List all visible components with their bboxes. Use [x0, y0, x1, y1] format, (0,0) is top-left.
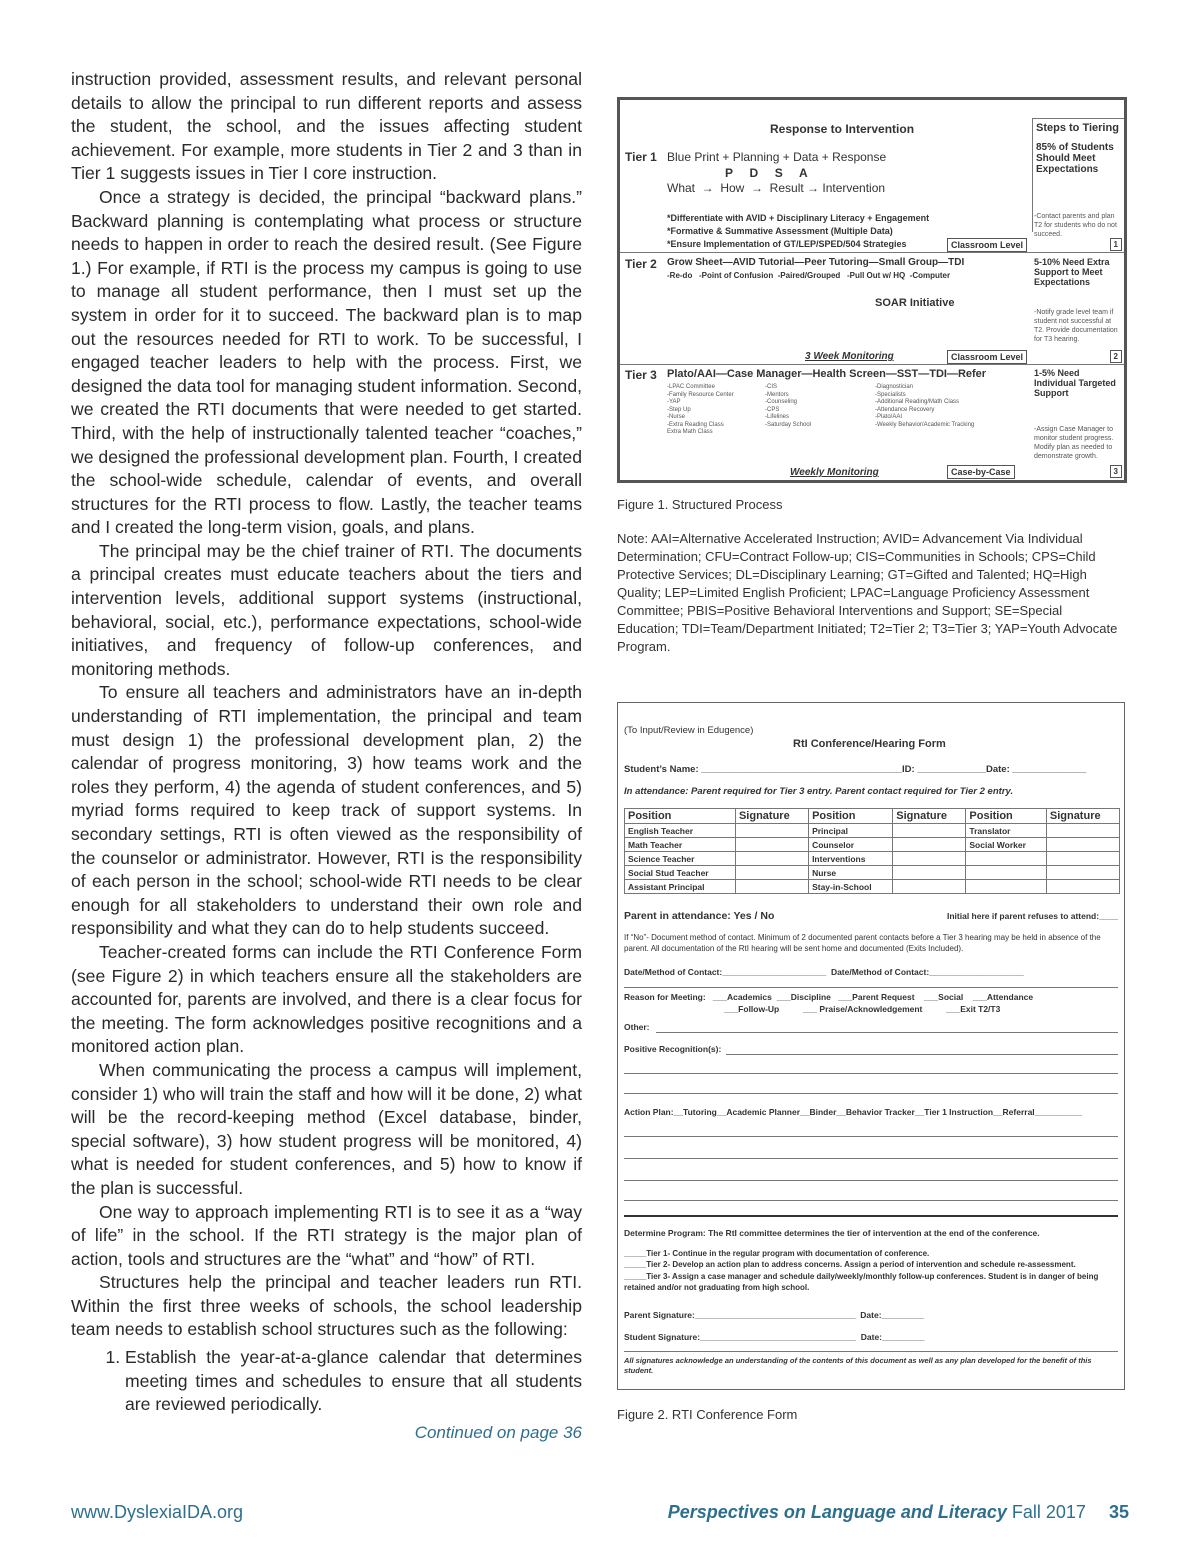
- step-number: 1: [1110, 238, 1122, 251]
- position-cell: Principal: [809, 824, 893, 838]
- action-line[interactable]: [624, 1158, 1118, 1159]
- signature-table: [624, 808, 1120, 894]
- tier2-main: Grow Sheet—AVID Tutorial—Peer Tutoring—Small Group—TDI: [667, 257, 965, 268]
- signature-cell[interactable]: [735, 852, 808, 866]
- step-number: 3: [1110, 465, 1122, 478]
- paragraph: Teacher-created forms can include the RTI Conference Form (see Figure 2) in which teachers ensure all the stakeholders are accounted for, parents are involved, and there is a clear focus for the meeting. The form acknowledges positive recognitions and a monitored action plan.: [71, 941, 582, 1057]
- three-week-monitoring: 3 Week Monitoring: [805, 351, 894, 362]
- weekly-monitoring: Weekly Monitoring: [790, 467, 879, 478]
- classroom-level-badge: Classroom Level: [947, 238, 1027, 252]
- signature-header: Signature: [893, 809, 966, 824]
- page-number: 35: [1108, 1502, 1129, 1522]
- position-header: Position: [625, 809, 736, 824]
- paragraph: Once a strategy is decided, the principal “backward plans.” Backward planning is contemplating what process or structure needs to happen in order to reach the desired result. (See Figure 1.) For example, if RTI is the process my campus is going to use to manage all student performance, then I must set up the system in order for it to succeed. The backward plan is to map out the resources needed for RTI to work. To be successful, I engaged teacher leaders to help with the process. First, we designed the data tool for managing student information. Second, we created the RTI documents that were needed to get started. Third, with the help of instructionally talented teacher “coaches,” we designed the professional development plan. Fourth, I created the school-wide schedule, calendar of events, and overall structures for the RTI process to flow. Lastly, the teacher teams and I created the long-term vision, goals, and plans.: [71, 186, 582, 538]
- action-line[interactable]: [624, 1136, 1118, 1137]
- case-by-case-badge: Case-by-Case: [947, 465, 1015, 479]
- figure-2-rti-form: [617, 702, 1125, 1390]
- position-cell: [966, 852, 1046, 866]
- if-no-instructions: If “No”- Document method of contact. Minimum of 2 documented parent contacts before a Tier 3 hearing may be held in absence of the parent. All documentation of the RtI hearing will be sent home and documented (Exits Included).: [624, 933, 1101, 953]
- paragraph: One way to approach implementing RTI is to see it as a “way of life” in the school. If the RTI strategy is the major plan of action, tools and structures are the “what” and “how” of RTI.: [71, 1201, 582, 1269]
- signature-cell[interactable]: [893, 852, 966, 866]
- tier1-bullets: *Differentiate with AVID + Disciplinary Literacy + Engagement *Formative & Summative Assessment (Multiple Data) *Ensure Implementation of GT/LEP/SPED/504 Strategies: [667, 213, 930, 249]
- structures-list: [71, 1346, 582, 1417]
- tier2-expectation: 5-10% Need Extra Support to Meet Expectations: [1034, 257, 1110, 287]
- steps-title: Steps to Tiering: [1036, 122, 1119, 134]
- figure-1-structured-process: [617, 97, 1127, 483]
- position-header: Position: [809, 809, 893, 824]
- tier1-pdsa: P D S A: [725, 166, 808, 180]
- continued-link[interactable]: Continued on page 36: [414, 1422, 582, 1442]
- tier3-resources-2: -CIS -Mentors -Counseling -CPS -Lifelines -Saturday School: [765, 384, 812, 428]
- tier3-divider: [620, 364, 1124, 365]
- journal-title: Perspectives on Language and Literacy: [667, 1502, 1007, 1522]
- issue-label: Fall 2017: [1011, 1502, 1086, 1522]
- signature-header: Signature: [1046, 809, 1119, 824]
- other-label: Other:: [624, 1022, 650, 1032]
- table-row: [625, 866, 1120, 880]
- tier2-action: -Notify grade level team if student not successful at T2. Provide documentation for T3 hearing.: [1034, 309, 1118, 343]
- reason-options[interactable]: Reason for Meeting: ___Academics ___Discipline ___Parent Request ___Social ___Attendance: [624, 992, 1034, 1002]
- figure-1-title: Response to Intervention: [770, 122, 915, 136]
- table-row: [625, 852, 1120, 866]
- recognition-line[interactable]: [624, 1073, 1118, 1074]
- position-cell: Stay-in-School: [809, 880, 893, 894]
- table-row: [625, 838, 1120, 852]
- student-name-field[interactable]: Student’s Name: ______________________________________ID: _____________Date: ______________: [624, 764, 1087, 775]
- tier3-action: -Assign Case Manager to monitor student progress. Modify plan as needed to demonstrate growth.: [1034, 426, 1114, 460]
- action-plan-options[interactable]: Action Plan:__Tutoring__Academic Planner__Binder__Behavior Tracker__Tier 1 Instruction__Referral__________: [624, 1107, 1082, 1117]
- attendance-instructions: In attendance: Parent required for Tier 3 entry. Parent contact required for Tier 2 entry.: [624, 786, 1014, 797]
- determine-program: Determine Program: The RtI committee determines the tier of intervention at the end of the conference.: [624, 1228, 1040, 1238]
- position-cell: [966, 866, 1046, 880]
- paragraph: To ensure all teachers and administrators have an in-depth understanding of RTI implementation, the principal and team must design 1) the professional development plan, 2) the calendar of progress monitoring, 3) how teams work and the roles they perform, 4) the agenda of student conferences, and 5) myriad forms required to keep track of support systems. In secondary settings, RTI is often viewed as the responsibility of the counselor or administrator. However, RTI is the responsibility of each person in the school; school-wide RTI needs to be clear enough for all stakeholders to understand their own role and responsibility and what they can do to help students succeed.: [71, 682, 582, 939]
- divider: [624, 987, 1118, 988]
- page-footer: [668, 1502, 1129, 1523]
- tier1-expectation: 85% of Students Should Meet Expectations: [1036, 142, 1114, 175]
- signature-cell[interactable]: [893, 880, 966, 894]
- date-method-field[interactable]: Date/Method of Contact:______________________ Date/Method of Contact:____________________: [624, 967, 1024, 977]
- position-cell: Translator: [966, 824, 1046, 838]
- position-header: Position: [966, 809, 1046, 824]
- tier1-label: Tier 1: [625, 150, 657, 164]
- form-footer: All signatures acknowledge an understanding of the contents of this document as well as any plan developed for the benefit of this student.: [624, 1356, 1092, 1375]
- list-item: 1. Establish the year-at-a-glance calendar that determines meeting times and schedules to ensure that all students are reviewed periodically.: [125, 1346, 582, 1417]
- signature-cell[interactable]: [735, 824, 808, 838]
- form-title: RtI Conference/Hearing Form: [793, 738, 946, 750]
- position-cell: Social Stud Teacher: [625, 866, 736, 880]
- parent-signature-field[interactable]: Parent Signature:__________________________________ Date:_________: [624, 1310, 925, 1320]
- position-cell: Nurse: [809, 866, 893, 880]
- paragraph: The principal may be the chief trainer of RTI. The documents a principal creates must educate teachers about the tiers and intervention levels, additional support systems (instructional, behavioral, social, etc.), performance expectations, school-wide initiatives, and frequency of follow-up conferences, and monitoring methods.: [71, 540, 582, 679]
- student-signature-field[interactable]: Student Signature:_________________________________ Date:_________: [624, 1332, 925, 1342]
- site-link[interactable]: www.DyslexiaIDA.org: [71, 1502, 244, 1522]
- soar-initiative: SOAR Initiative: [875, 297, 955, 309]
- signature-cell[interactable]: [1046, 838, 1119, 852]
- position-cell: Interventions: [809, 852, 893, 866]
- signature-cell[interactable]: [735, 866, 808, 880]
- recognition-line[interactable]: [624, 1093, 1118, 1094]
- positive-recognition-label: Positive Recognition(s):: [624, 1044, 722, 1054]
- recognition-line[interactable]: [726, 1054, 1118, 1055]
- position-cell: English Teacher: [625, 824, 736, 838]
- paragraph: When communicating the process a campus will implement, consider 1) who will train the staff and how will it be done, 2) what will be the record-keeping method (Excel database, binder, special software), 3) how student progress will be monitored, 4) what is needed for student conferences, and 5) how to know if the plan is successful.: [71, 1059, 582, 1198]
- table-row: [625, 824, 1120, 838]
- signature-cell[interactable]: [1046, 880, 1119, 894]
- action-line[interactable]: [624, 1180, 1118, 1181]
- signature-cell[interactable]: [735, 838, 808, 852]
- signature-cell[interactable]: [1046, 866, 1119, 880]
- tier2-divider: [620, 252, 1124, 253]
- tier1-main: Blue Print + Planning + Data + Response: [667, 150, 887, 164]
- tier3-resources-3: -Diagnostician -Specialists -Additional Reading/Math Class -Attendance Recovery -Plato/AAI -Weekly Behavior/Academic Tracking: [875, 384, 975, 428]
- tier1-option[interactable]: _____Tier 1- Continue in the regular program with documentation of conference.: [624, 1249, 930, 1258]
- table-row: [625, 880, 1120, 894]
- action-line[interactable]: [624, 1200, 1118, 1201]
- step-number: 2: [1110, 350, 1122, 363]
- tier3-resources-1: -LPAC Committee -Family Resource Center -YAP -Step Up -Nurse -Extra Reading Class Extra Math Class: [667, 384, 734, 435]
- signature-cell[interactable]: [1046, 852, 1119, 866]
- position-cell: Assistant Principal: [625, 880, 736, 894]
- position-cell: Math Teacher: [625, 838, 736, 852]
- parent-attendance[interactable]: Parent in attendance: Yes / No: [624, 910, 775, 922]
- tier2-label: Tier 2: [625, 257, 657, 271]
- signature-cell[interactable]: [893, 838, 966, 852]
- signature-cell[interactable]: [893, 866, 966, 880]
- signature-cell[interactable]: [1046, 824, 1119, 838]
- main-text-column: [71, 68, 582, 1444]
- classroom-level-badge: Classroom Level: [947, 350, 1027, 364]
- tier3-expectation: 1-5% Need Individual Targeted Support: [1034, 368, 1116, 398]
- parent-initial-field[interactable]: Initial here if parent refuses to attend:____: [947, 911, 1118, 921]
- position-cell: Science Teacher: [625, 852, 736, 866]
- figure-note: Note: AAI=Alternative Accelerated Instruction; AVID= Advancement Via Individual Determination; CFU=Contract Follow-up; CIS=Communities in Schools; CPS=Child Protective Services; DL=Disciplinary Learning; GT=Gifted and Talented; HQ=High Quality; LEP=Limited English Proficient; LPAC=Language Proficiency Assessment Committee; PBIS=Positive Behavioral Interventions and Support; SE=Special Education; TDI=Team/Department Initiated; T2=Tier 2; T3=Tier 3; YAP=Youth Advocate Program.: [617, 531, 1118, 654]
- other-line[interactable]: [656, 1032, 1118, 1033]
- tier1-flow: What → How → Result → Intervention: [667, 181, 886, 195]
- position-cell: Social Worker: [966, 838, 1046, 852]
- paragraph: instruction provided, assessment results, and relevant personal details to allow the principal to run different reports and assess the student, the school, and the issues affecting student achievement. For example, more students in Tier 2 and 3 than in Tier 1 suggests issues in Tier I core instruction.: [71, 69, 582, 184]
- signature-header: Signature: [735, 809, 808, 824]
- signature-cell[interactable]: [735, 880, 808, 894]
- tier3-main: Plato/AAI—Case Manager—Health Screen—SST—TDI—Refer: [667, 368, 987, 380]
- tier3-label: Tier 3: [625, 368, 657, 382]
- figure-1-caption: Figure 1. Structured Process: [617, 497, 783, 512]
- position-cell: [966, 880, 1046, 894]
- tier2-sub: -Re-do -Point of Confusion -Paired/Grouped -Pull Out w/ HQ -Computer: [667, 271, 951, 280]
- form-top-note: (To Input/Review in Edugence): [624, 725, 754, 736]
- position-cell: Counselor: [809, 838, 893, 852]
- tier1-action: -Contact parents and plan T2 for students who do not succeed.: [1034, 213, 1117, 238]
- tier2-option[interactable]: _____Tier 2- Develop an action plan to address concerns. Assign a period of intervention and schedule re-assessment.: [624, 1260, 1076, 1269]
- paragraph: Structures help the principal and teacher leaders run RTI. Within the first three weeks of schools, the school leadership team needs to establish school structures such as the following:: [71, 1272, 582, 1340]
- signature-cell[interactable]: [893, 824, 966, 838]
- reason-options-2[interactable]: ___Follow-Up ___ Praise/Acknowledgement ___Exit T2/T3: [724, 1004, 1001, 1014]
- figure-2-caption: Figure 2. RTI Conference Form: [617, 1407, 798, 1422]
- tier3-option[interactable]: _____Tier 3- Assign a case manager and schedule daily/weekly/monthly follow-up conferences. Student is in danger of being retained and/or not graduating from high school.: [624, 1272, 1099, 1292]
- divider: [624, 1351, 1118, 1352]
- divider: [624, 1215, 1118, 1217]
